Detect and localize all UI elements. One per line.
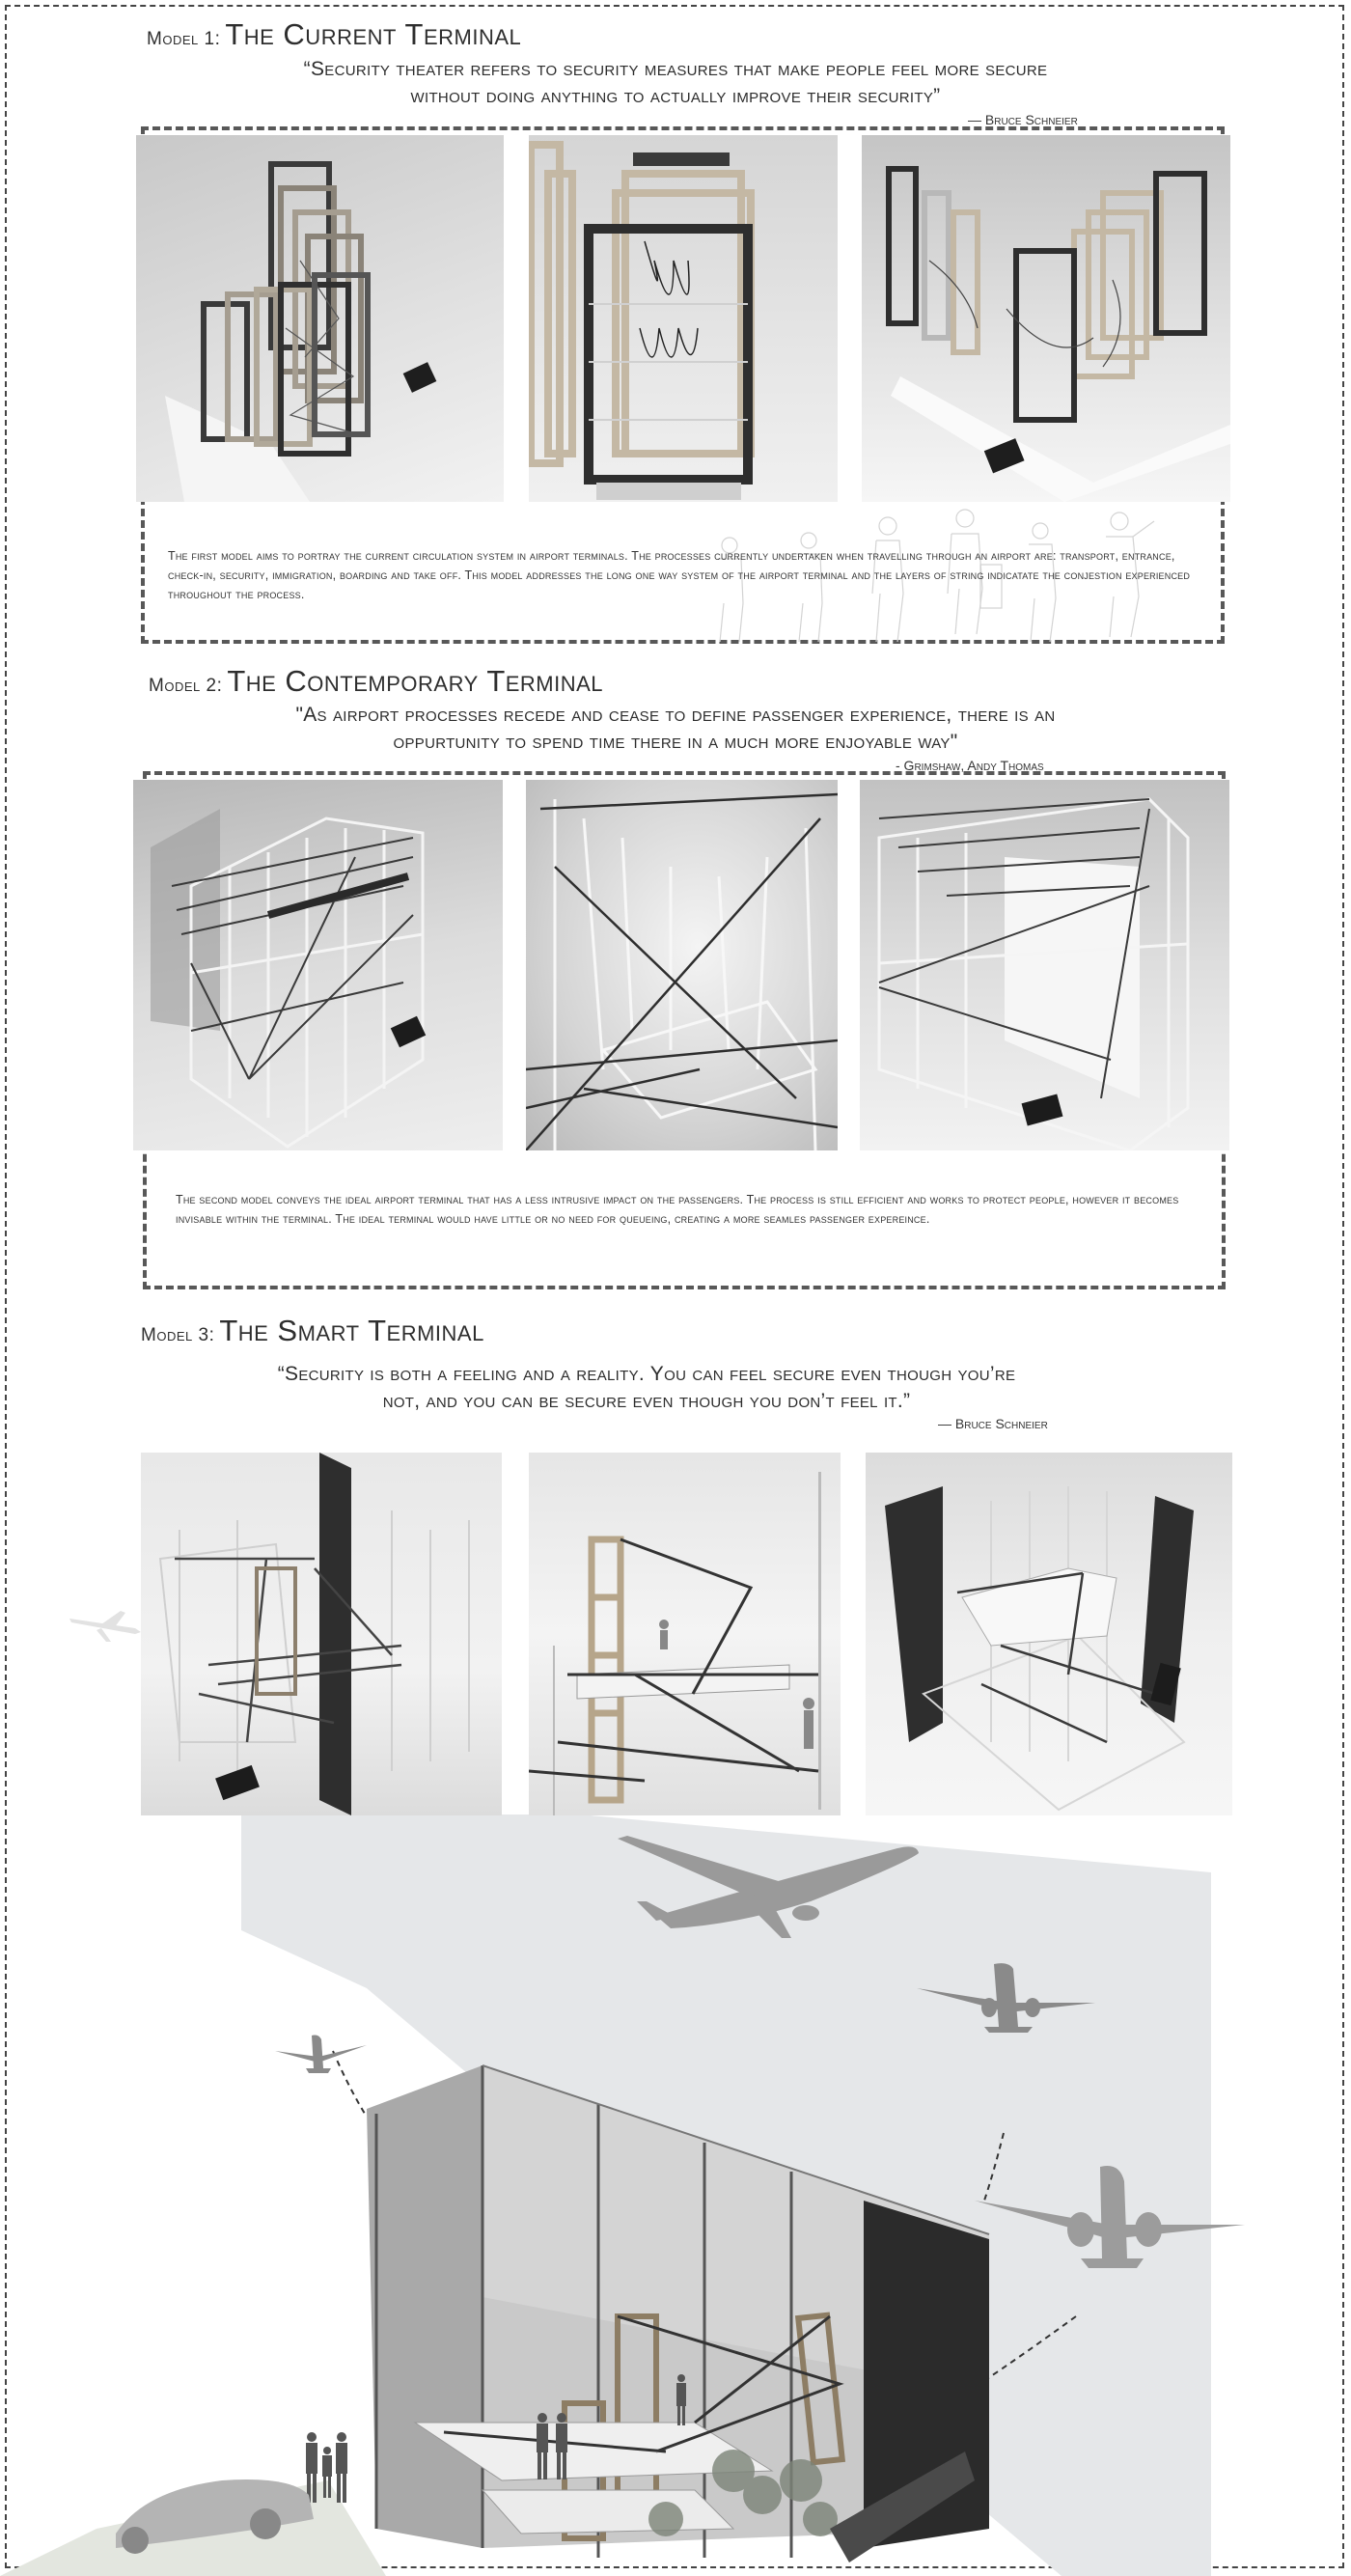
model-3-heading (141, 1314, 484, 1348)
model-3-photo-3 (866, 1453, 1232, 1815)
model-2-quote (212, 702, 1139, 756)
smart-model-interior-illustration (529, 1453, 841, 1815)
model-3-quote (212, 1361, 1081, 1415)
model-2-title: The Contemporary Terminal (227, 664, 604, 698)
model-2-description: The second model conveys the ideal airport terminal that has a less intrusive impact on the passengers. The process is still efficient and works to protect people, however it becomes invisable within the terminal. The ideal terminal would have little or no need for queueing, creating a more seamles passenger expereince. (176, 1193, 1179, 1226)
model-2-quote-line-2: oppurtunity to spend time there in a much more enjoyable way" (393, 731, 958, 753)
acrylic-model-illustration (133, 780, 503, 1150)
frames-front-view-illustration (529, 135, 838, 502)
model-1-photo-2 (529, 135, 838, 502)
model-3-quote-line-2: not, and you can be secure even though you don’t feel it.” (382, 1390, 911, 1412)
faded-airplane-icon (68, 1607, 145, 1646)
model-1-heading (147, 17, 521, 52)
model-1-photo-1 (136, 135, 504, 502)
model-2-attribution: - Grimshaw, Andy Thomas (896, 758, 1044, 773)
model-1-photo-3 (862, 135, 1230, 502)
smart-model-top-view-illustration (866, 1453, 1232, 1815)
model-3-quote-line-1: “Security is both a feeling and a reality. You can feel secure even though you’re (277, 1363, 1016, 1385)
frames-angle-view-illustration (862, 135, 1230, 502)
model-1-prefix: Model 1: (147, 29, 221, 49)
airplane-medium-icon (917, 1959, 1095, 2036)
model-2-photo-2 (526, 780, 838, 1150)
acrylic-interior-illustration (526, 780, 838, 1150)
model-3-photo-1 (141, 1453, 502, 1815)
model-2-prefix: Model 2: (149, 676, 223, 696)
frames-model-illustration (136, 135, 504, 502)
model-1-attribution: — Bruce Schneier (968, 112, 1078, 127)
model-1-description: The first model aims to portray the current circulation system in airport terminals. The processes currently undertaken when travelling through an airport are: transport, entrance, check-in, security, immigration, boarding and take off. This model addresses the long one way system of the airport terminal and the layers of string indicatate the conjestion experienced throughout the process. (168, 549, 1191, 601)
airplane-landing-icon (975, 2162, 1245, 2278)
model-3-attribution: — Bruce Schneier (938, 1416, 1048, 1431)
model-1-quote-line-1: “Security theater refers to security measures that make people feel more secure (303, 58, 1048, 80)
car-illustration (116, 2479, 314, 2554)
acrylic-side-view-illustration (860, 780, 1229, 1150)
model-3-title: The Smart Terminal (219, 1314, 484, 1347)
smart-model-illustration (141, 1453, 502, 1815)
model-1-quote (241, 56, 1110, 110)
model-1-title: The Current Terminal (225, 17, 522, 51)
airplane-small-icon (275, 2032, 367, 2075)
model-1-quote-line-2: without doing anything to actually improve their security” (410, 85, 941, 107)
model-3-photo-2 (529, 1453, 841, 1815)
model-2-quote-line-1: "As airport processes recede and cease to define passenger experience, there is an (295, 704, 1056, 726)
model-3-prefix: Model 3: (141, 1325, 215, 1345)
model-2-photo-3 (860, 780, 1229, 1150)
airplane-large-icon (618, 1834, 926, 1940)
model-2-photo-1 (133, 780, 503, 1150)
model-2-heading (149, 664, 603, 699)
